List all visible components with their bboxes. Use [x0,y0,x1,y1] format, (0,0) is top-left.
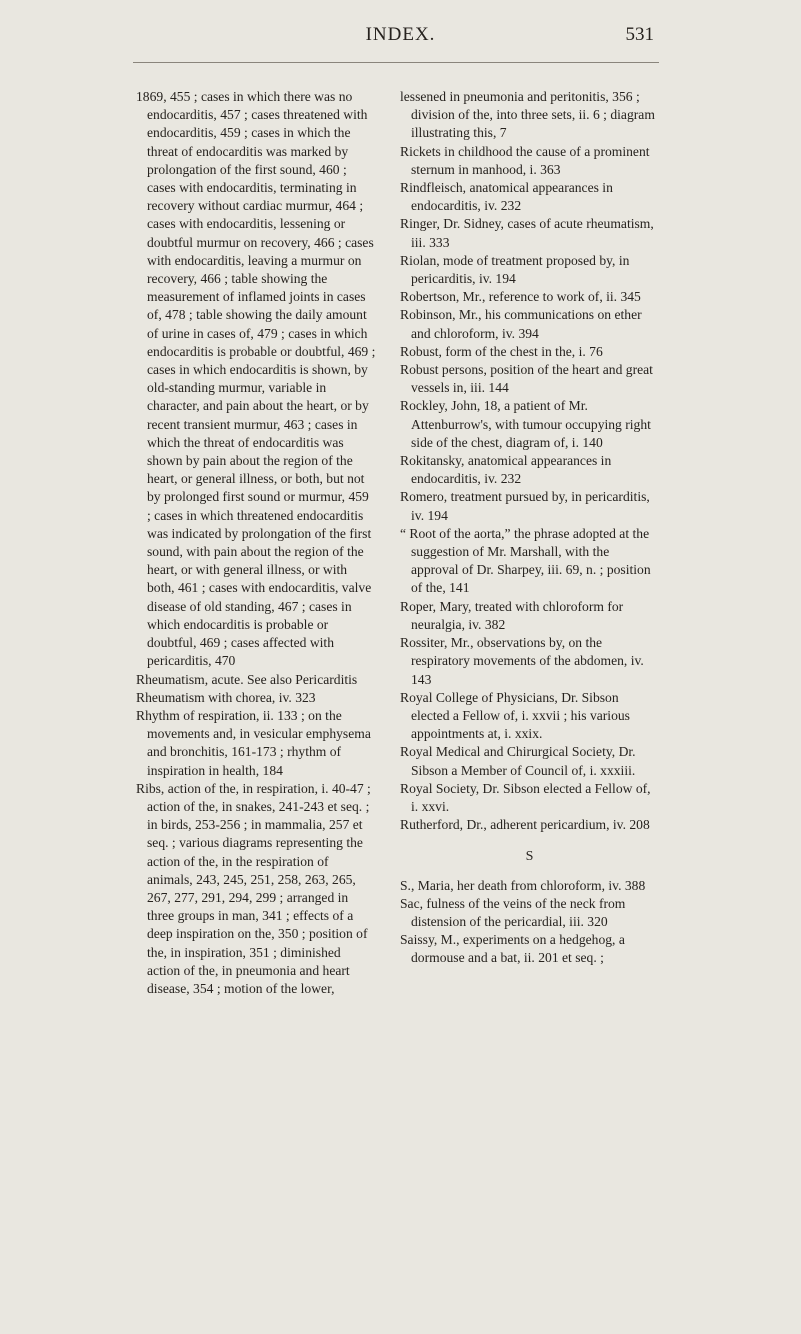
index-entry: Rheumatism, acute. See also Pericarditis [136,671,358,687]
index-entry: Rindfleisch, anatomical appearances in endocarditis, iv. 232 [400,180,613,214]
running-head [0,0,801,60]
index-entry: Roper, Mary, treated with chloroform for neuralgia, iv. 382 [400,598,624,632]
index-entry: “ Root of the aorta,” the phrase adopted at the suggestion of Mr. Marshall, with the approval of Dr. Sharpey, iii. 69, n. ; position of the, 141 [400,525,651,596]
header-rule [133,62,659,63]
index-entry: Royal College of Physicians, Dr. Sibson elected a Fellow of, i. xxvii ; his various appointments at, i. xxix. [400,689,630,742]
left-column [136,88,376,998]
right-column [400,88,659,968]
index-entry: Rheumatism with chorea, iv. 323 [136,689,316,705]
index-entry: Royal Society, Dr. Sibson elected a Fellow of, i. xxvi. [400,780,651,814]
index-entry: Robinson, Mr., his communications on ether and chloroform, iv. 394 [400,307,642,341]
index-entry: S., Maria, her death from chloroform, iv. 388 [400,877,646,893]
index-entry: Rokitansky, anatomical appearances in endocarditis, iv. 232 [400,453,612,487]
section-letter: S [525,849,534,865]
index-entry: Robertson, Mr., reference to work of, ii. 345 [400,289,641,305]
index-entry: Ringer, Dr. Sidney, cases of acute rheumatism, iii. 333 [400,216,654,250]
index-entry: 1869, 455 ; cases in which there was no endocarditis, 457 ; cases threatened with endocarditis, 459 ; cases in which the threat of endocarditis was marked by prolongation of the first sound, 460 ; cases with endocarditis, terminating in recovery without cardiac murmur, 464 ; cases with endocarditis, lessening or doubtful murmur on recovery, 466 ; cases with endocarditis, leaving a murmur on recovery, 466 ; table showing the measurement of inflamed joints in cases of, 478 ; table showing the daily amount of urine in cases of, 479 ; cases in which endocarditis is probable or doubtful, 469 ; cases in which endocarditis is shown, by old-standing murmur, variable in character, and pain about the heart, or by recent transient murmur, 463 ; cases in which the threat of endocarditis was shown by pain about the region of the heart, or general illness, or both, but not by prolonged first sound or murmur, 459 ; cases in which threatened endocarditis was indicated by prolongation of the first sound, with pain about the region of the heart, or with general illness, or with both, 461 ; cases with endocarditis, valve disease of old standing, 467 ; cases in which endocarditis is probable or doubtful, 469 ; cases affected with pericarditis, 470 [136,89,376,669]
index-entry: Rickets in childhood the cause of a prominent sternum in manhood, i. 363 [400,143,650,177]
page-title: INDEX. [365,24,436,45]
index-entry: Riolan, mode of treatment proposed by, in pericarditis, iv. 194 [400,252,630,287]
index-entry: Rockley, John, 18, a patient of Mr. Attenburrow's, with tumour occupying right side of the chest, diagram of, i. 140 [400,398,651,450]
index-entry: Romero, treatment pursued by, in pericarditis, iv. 194 [400,489,650,523]
index-entry: Sac, fulness of the veins of the neck from distension of the pericardial, iii. 320 [400,895,626,929]
index-entry: lessened in pneumonia and peritonitis, 356 ; division of the, into three sets, ii. 6 ; diagram illustrating this, 7 [400,89,655,141]
index-entry: Royal Medical and Chirurgical Society, Dr. Sibson a Member of Council of, i. xxxiii. [400,744,636,778]
index-entry: Robust persons, position of the heart and great vessels in, iii. 144 [400,362,653,396]
index-entry: Rutherford, Dr., adherent pericardium, iv. 208 [400,817,650,833]
index-entry: Saissy, M., experiments on a hedgehog, a dormouse and a bat, ii. 201 et seq. ; [400,932,625,966]
index-entry: Rhythm of respiration, ii. 133 ; on the movements and, in vesicular emphysema and bronchitis, 161-173 ; rhythm of inspiration in health, 184 [136,707,371,778]
index-entry: Robust, form of the chest in the, i. 76 [400,343,603,359]
index-entry: Rossiter, Mr., observations by, on the respiratory movements of the abdomen, iv. 143 [400,635,644,687]
index-entry: Ribs, action of the, in respiration, i. 40-47 ; action of the, in snakes, 241-243 et seq. ; in birds, 253-256 ; in mammalia, 257 et seq. ; various diagrams representing the action of the, in the respiration of animals, 243, 245, 251, 258, 263, 265, 267, 277, 291, 294, 299 ; arranged in three groups in man, 341 ; effects of a deep inspiration on the, 350 ; position of the, in inspiration, 351 ; diminished action of the, in pneumonia and heart disease, 354 ; motion of the lower, [136,780,371,996]
page-number: 531 [625,24,654,45]
